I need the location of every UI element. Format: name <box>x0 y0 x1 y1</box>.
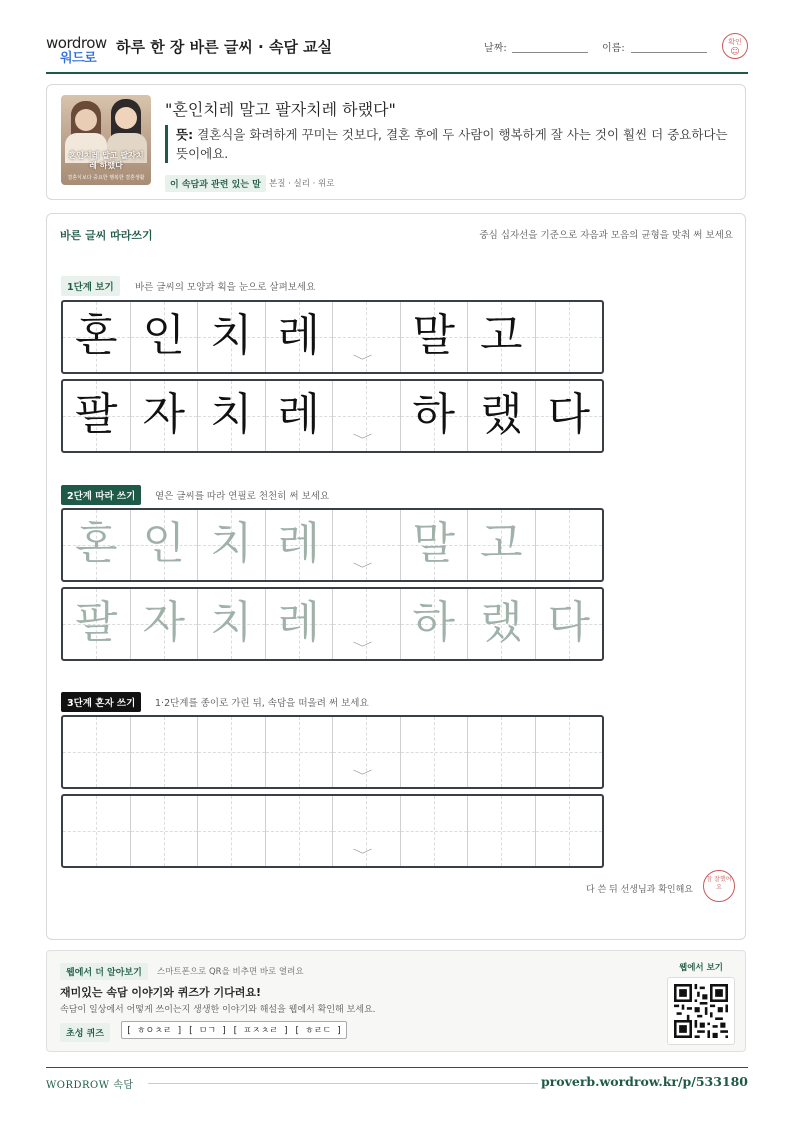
grid-char: 팔 <box>74 389 118 440</box>
name-label: 이름: <box>602 43 625 54</box>
qr-code-graphic <box>674 984 728 1038</box>
page-header <box>46 28 748 74</box>
grid-char: 고 <box>479 310 523 361</box>
grid-char: 다 <box>547 597 590 648</box>
practice-title: 바른 글씨 따라쓰기 <box>60 229 153 242</box>
grid-cell[interactable] <box>401 589 469 659</box>
grid-cell[interactable] <box>198 510 266 580</box>
grid-char: 레 <box>277 389 320 440</box>
wordrow-logo <box>46 34 108 64</box>
meaning-label: 뜻: <box>176 127 194 142</box>
chosung-quiz-label: 초성 퀴즈 <box>60 1023 110 1042</box>
check-stamp-icon: 확인 ☺ <box>722 33 748 59</box>
grid-cell <box>536 381 604 451</box>
step2-row-2[interactable] <box>61 587 604 661</box>
footer-brand: WORDROW 속담 <box>46 1080 134 1091</box>
grid-cell <box>536 302 604 372</box>
grid-cell[interactable] <box>536 717 604 787</box>
step1-row-2 <box>61 379 604 453</box>
practice-hint: 중심 십자선을 기준으로 자음과 모음의 균형을 맞춰 써 보세요 <box>479 230 733 241</box>
chevron-down-icon: ﹀ <box>352 641 373 654</box>
grid-char: 레 <box>277 597 320 648</box>
proverb-meaning <box>165 125 736 163</box>
grid-cell[interactable] <box>401 510 469 580</box>
grid-cell <box>198 302 266 372</box>
grid-cell[interactable] <box>468 717 536 787</box>
chevron-down-icon: ﹀ <box>352 769 373 782</box>
practice-section <box>46 213 746 940</box>
grid-char: 고 <box>479 518 523 569</box>
step2-row-1[interactable] <box>61 508 604 582</box>
footer-url-link[interactable]: proverb.wordrow.kr/p/533180 <box>540 1074 748 1089</box>
web-promo-box <box>46 950 746 1052</box>
footer-divider <box>46 1067 748 1068</box>
grid-char: 자 <box>142 597 185 648</box>
grid-char: 치 <box>209 597 253 648</box>
date-field[interactable] <box>512 52 588 53</box>
web-more-tag: 웹에서 더 알아보기 <box>60 963 148 980</box>
grid-cell[interactable] <box>198 589 266 659</box>
grid-cell[interactable] <box>131 717 199 787</box>
grid-cell <box>401 302 469 372</box>
step3-row-1[interactable] <box>61 715 604 789</box>
grid-char: 다 <box>547 389 590 440</box>
grid-cell[interactable] <box>131 589 199 659</box>
chevron-down-icon: ﹀ <box>352 354 373 367</box>
qr-code-icon[interactable] <box>667 977 735 1045</box>
grid-char: 인 <box>142 518 185 569</box>
meaning-text: 결혼식을 화려하게 꾸미는 것보다, 결혼 후에 두 사람이 행복하게 잘 사는 것이 훨씬 더 중요하다는 뜻이에요. <box>176 127 728 161</box>
grid-char: 인 <box>142 310 185 361</box>
grid-cell <box>131 302 199 372</box>
qr-label: 웹에서 보기 <box>679 963 724 973</box>
grid-cell[interactable] <box>63 796 131 866</box>
name-field[interactable] <box>631 52 707 53</box>
date-label: 날짜: <box>484 43 507 54</box>
step3-row-2[interactable] <box>61 794 604 868</box>
good-job-stamp-text: 참 잘했어요 <box>706 876 732 891</box>
chosung-quiz-box: [ ㅎㅇㅊㄹ ] [ ㅁㄱ ] [ ㅍㅈㅊㄹ ] [ ㅎㄹㄷ ] <box>121 1021 347 1039</box>
grid-cell <box>198 381 266 451</box>
step1-label: 1단계 보기 <box>61 276 120 296</box>
grid-char: 레 <box>277 310 320 361</box>
footer-rule <box>148 1083 538 1084</box>
web-headline: 재미있는 속담 이야기와 퀴즈가 기다려요! <box>60 986 261 999</box>
illustration-caption: 혼인치레 말고 팔자치레 하랬다 <box>68 151 144 170</box>
proverb-card <box>46 84 746 200</box>
grid-cell <box>401 381 469 451</box>
step1-row-1 <box>61 300 604 374</box>
related-words: 본질 · 실리 · 위로 <box>269 179 335 189</box>
grid-cell <box>266 302 334 372</box>
grid-cell[interactable] <box>63 717 131 787</box>
grid-char: 혼 <box>74 518 118 569</box>
grid-cell[interactable] <box>266 717 334 787</box>
step2-label: 2단계 따라 쓰기 <box>61 485 141 505</box>
grid-char: 팔 <box>74 597 118 648</box>
step2-desc: 옅은 글씨를 따라 연필로 천천히 써 보세요 <box>155 491 330 502</box>
web-qr-hint: 스마트폰으로 QR을 비추면 바로 열려요 <box>157 967 304 977</box>
grid-char: 치 <box>209 310 253 361</box>
step3-desc: 1·2단계를 종이로 가린 뒤, 속담을 떠올려 써 보세요 <box>155 698 369 709</box>
grid-char: 말 <box>412 518 455 569</box>
illustration-subcaption: 결혼식보다 중요한 행복한 결혼생활 <box>67 175 145 181</box>
step1-desc: 바른 글씨의 모양과 획을 눈으로 살펴보세요 <box>135 282 316 293</box>
grid-cell <box>63 381 131 451</box>
step3-label: 3단계 혼자 쓰기 <box>61 692 141 712</box>
grid-cell <box>468 302 536 372</box>
grid-cell[interactable] <box>468 510 536 580</box>
proverb-title: "혼인치레 말고 팔자치레 하랬다" <box>165 100 396 119</box>
web-description: 속담이 일상에서 어떻게 쓰이는지 생생한 이야기와 해설을 웹에서 확인해 보세요. <box>60 1005 376 1015</box>
grid-char: 혼 <box>74 310 118 361</box>
grid-char: 치 <box>209 389 253 440</box>
grid-cell[interactable] <box>536 589 604 659</box>
check-stamp-text: 확인 <box>728 38 742 46</box>
grid-char: 치 <box>209 518 253 569</box>
proverb-illustration <box>61 95 151 185</box>
grid-cell[interactable] <box>536 796 604 866</box>
good-job-stamp-icon <box>703 870 735 902</box>
grid-cell <box>468 381 536 451</box>
chevron-down-icon: ﹀ <box>352 848 373 861</box>
grid-cell[interactable] <box>131 796 199 866</box>
logo-top-text: wordrow <box>46 34 107 52</box>
grid-cell[interactable] <box>468 589 536 659</box>
grid-cell[interactable] <box>536 510 604 580</box>
teacher-check-note: 다 쓴 뒤 선생님과 확인해요 <box>585 885 693 895</box>
grid-cell[interactable] <box>63 589 131 659</box>
chevron-down-icon: ﹀ <box>352 562 373 575</box>
grid-char: 하 <box>412 597 455 648</box>
grid-cell <box>131 381 199 451</box>
chevron-down-icon: ﹀ <box>352 433 373 446</box>
page-title: 하루 한 장 바른 글씨 · 속담 교실 <box>116 38 333 56</box>
grid-char: 레 <box>277 518 320 569</box>
grid-cell <box>63 302 131 372</box>
grid-cell[interactable] <box>266 796 334 866</box>
grid-cell[interactable] <box>266 510 334 580</box>
grid-char: 하 <box>412 389 455 440</box>
grid-cell[interactable] <box>401 796 469 866</box>
logo-bottom-text: 워드로 <box>60 51 97 66</box>
grid-cell[interactable] <box>198 796 266 866</box>
grid-char: 랬 <box>479 597 523 648</box>
grid-cell[interactable] <box>131 510 199 580</box>
grid-char: 자 <box>142 389 185 440</box>
grid-cell[interactable] <box>266 589 334 659</box>
grid-cell[interactable] <box>198 717 266 787</box>
grid-char: 랬 <box>479 389 523 440</box>
grid-cell[interactable] <box>401 717 469 787</box>
grid-cell[interactable] <box>63 510 131 580</box>
grid-cell <box>266 381 334 451</box>
grid-char: 말 <box>412 310 455 361</box>
related-words-label: 이 속담과 관련 있는 말 <box>165 175 266 192</box>
grid-cell[interactable] <box>468 796 536 866</box>
